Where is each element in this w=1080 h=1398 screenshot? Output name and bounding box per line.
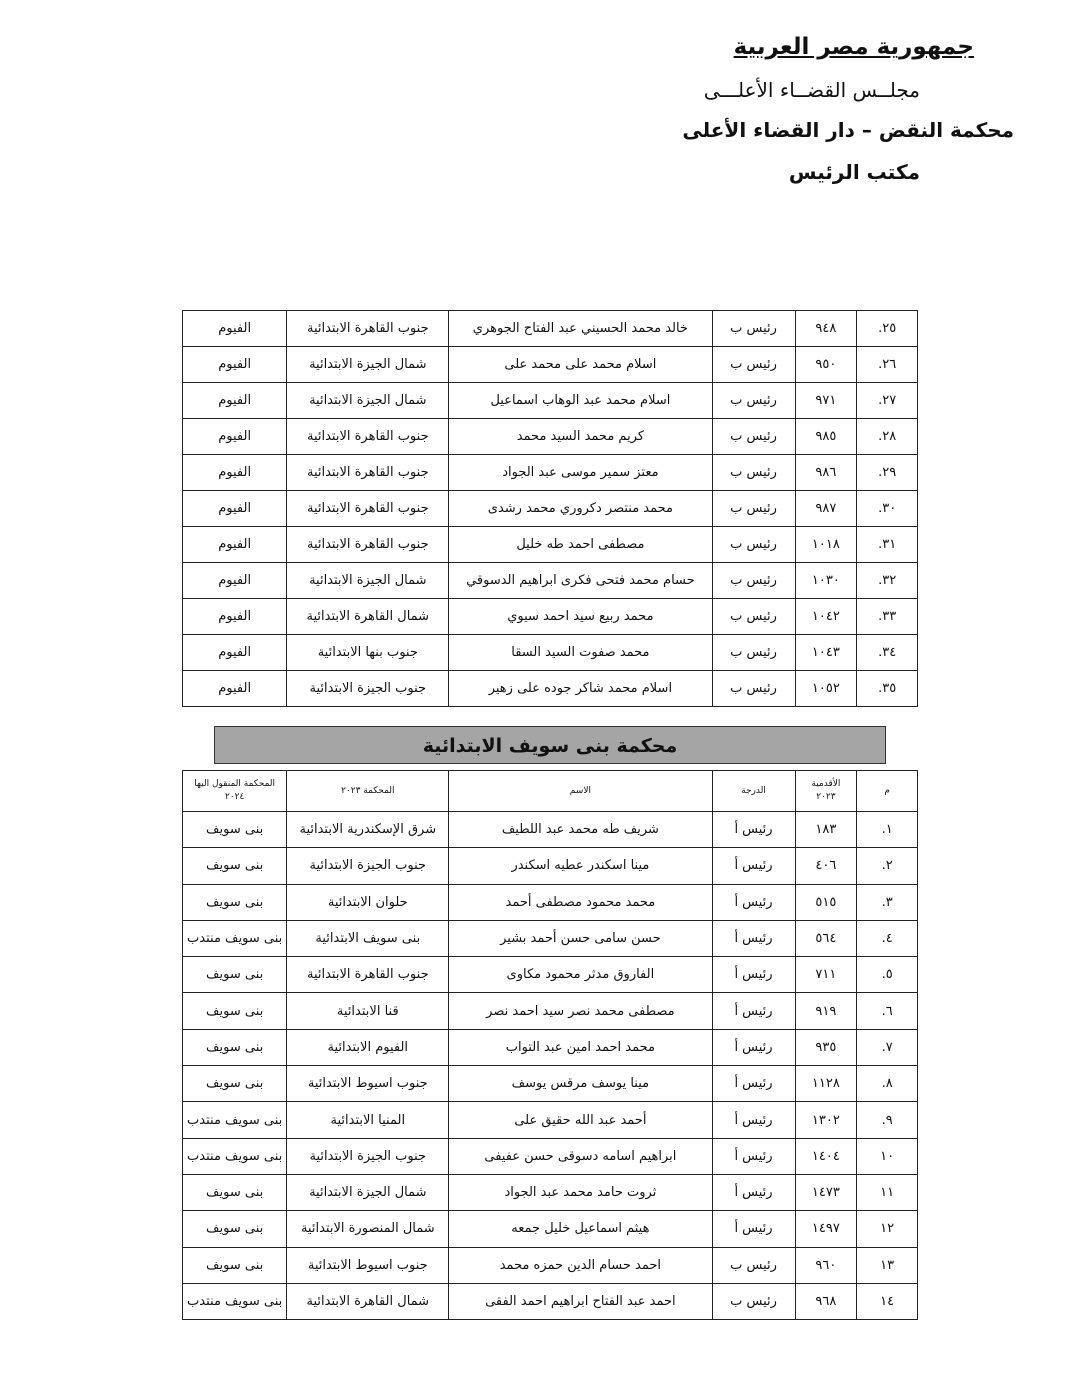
cell-name: ابراهيم اسامه دسوقى حسن عفيفى xyxy=(449,1138,712,1174)
cell-transferred-to: بنى سويف xyxy=(183,812,287,848)
table-row xyxy=(183,383,918,419)
cell-name: خالد محمد الحسيني عبد الفتاح الجوهري xyxy=(449,311,712,347)
cell-grade: رئيس أ xyxy=(712,993,795,1029)
cell-transferred-to: بنى سويف xyxy=(183,884,287,920)
cell-name: محمد محمود مصطفى أحمد xyxy=(449,884,712,920)
cell-seniority: ٩١٩ xyxy=(795,993,857,1029)
cell-seniority: ٧١١ xyxy=(795,957,857,993)
cell-court: شمال القاهرة الابتدائية xyxy=(287,599,449,635)
cell-grade: رئيس ب xyxy=(712,419,795,455)
cell-name: الفاروق مدثر محمود مكاوى xyxy=(449,957,712,993)
cell-seniority: ٩٨٥ xyxy=(795,419,857,455)
cell-serial: ٣. xyxy=(857,884,918,920)
cell-transferred-to: الفيوم xyxy=(183,635,287,671)
cell-grade: رئيس أ xyxy=(712,884,795,920)
cell-name: مينا يوسف مرقس يوسف xyxy=(449,1066,712,1102)
cell-grade: رئيس ب xyxy=(712,527,795,563)
table-row xyxy=(183,1283,918,1319)
cell-court: بنى سويف الابتدائية xyxy=(287,920,449,956)
cell-seniority: ١٠٣٠ xyxy=(795,563,857,599)
cell-grade: رئيس ب xyxy=(712,671,795,707)
cell-serial: ٢. xyxy=(857,848,918,884)
cell-court: جنوب القاهرة الابتدائية xyxy=(287,455,449,491)
table-row xyxy=(183,920,918,956)
cell-name: ثروت حامد محمد عبد الجواد xyxy=(449,1174,712,1210)
cell-seniority: ١٤٩٧ xyxy=(795,1211,857,1247)
cell-transferred-to: بنى سويف xyxy=(183,848,287,884)
cell-seniority: ١١٢٨ xyxy=(795,1066,857,1102)
cell-grade: رئيس أ xyxy=(712,1174,795,1210)
cell-serial: ١١ xyxy=(857,1174,918,1210)
cell-serial: ٣٣. xyxy=(857,599,918,635)
header-country: جمهورية مصر العربية xyxy=(733,34,974,60)
cell-grade: رئيس ب xyxy=(712,1283,795,1319)
cell-grade: رئيس ب xyxy=(712,455,795,491)
table-row xyxy=(183,599,918,635)
cell-grade: رئيس أ xyxy=(712,957,795,993)
cell-court: شمال الجيزة الابتدائية xyxy=(287,347,449,383)
cell-name: هيثم اسماعيل خليل جمعه xyxy=(449,1211,712,1247)
cell-court: شمال الجيزة الابتدائية xyxy=(287,1174,449,1210)
cell-grade: رئيس أ xyxy=(712,1138,795,1174)
cell-court: المنيا الابتدائية xyxy=(287,1102,449,1138)
cell-serial: ٨. xyxy=(857,1066,918,1102)
cell-grade: رئيس أ xyxy=(712,920,795,956)
header-office: مكتب الرئيس xyxy=(788,160,920,184)
cell-seniority: ٥٦٤ xyxy=(795,920,857,956)
cell-grade: رئيس أ xyxy=(712,1029,795,1065)
cell-seniority: ٩٧١ xyxy=(795,383,857,419)
cell-serial: ٩. xyxy=(857,1102,918,1138)
cell-grade: رئيس ب xyxy=(712,311,795,347)
cell-name: كريم محمد السيد محمد xyxy=(449,419,712,455)
header-name: الاسم xyxy=(449,771,712,812)
cell-transferred-to: الفيوم xyxy=(183,671,287,707)
cell-seniority: ٩٦٨ xyxy=(795,1283,857,1319)
cell-court: شمال الجيزة الابتدائية xyxy=(287,383,449,419)
cell-serial: ٢٧. xyxy=(857,383,918,419)
cell-name: اسلام محمد شاكر جوده على زهير xyxy=(449,671,712,707)
cell-court: جنوب القاهرة الابتدائية xyxy=(287,311,449,347)
cell-seniority: ١٤٧٣ xyxy=(795,1174,857,1210)
cell-transferred-to: بنى سويف xyxy=(183,1211,287,1247)
cell-name: مينا اسكندر عطيه اسكندر xyxy=(449,848,712,884)
cell-serial: ٢٦. xyxy=(857,347,918,383)
table-row xyxy=(183,311,918,347)
cell-serial: ٦. xyxy=(857,993,918,1029)
cell-name: احمد حسام الدين حمزه محمد xyxy=(449,1247,712,1283)
cell-name: حسن سامى حسن أحمد بشير xyxy=(449,920,712,956)
cell-grade: رئيس ب xyxy=(712,491,795,527)
cell-serial: ١٢ xyxy=(857,1211,918,1247)
beni-suef-transfer-table xyxy=(182,770,918,1320)
table-header-row xyxy=(183,771,918,812)
cell-transferred-to: الفيوم xyxy=(183,455,287,491)
cell-transferred-to: الفيوم xyxy=(183,383,287,419)
cell-court: شرق الإسكندرية الابتدائية xyxy=(287,812,449,848)
cell-serial: ١٣ xyxy=(857,1247,918,1283)
cell-transferred-to: بنى سويف منتدب xyxy=(183,1138,287,1174)
cell-seniority: ٤٠٦ xyxy=(795,848,857,884)
cell-grade: رئيس أ xyxy=(712,1211,795,1247)
cell-name: أحمد عبد الله حقيق على xyxy=(449,1102,712,1138)
table-row xyxy=(183,1174,918,1210)
cell-court: جنوب القاهرة الابتدائية xyxy=(287,527,449,563)
cell-court: شمال الجيزة الابتدائية xyxy=(287,563,449,599)
cell-name: محمد صفوت السيد السقا xyxy=(449,635,712,671)
cell-serial: ٣٢. xyxy=(857,563,918,599)
cell-court: جنوب القاهرة الابتدائية xyxy=(287,419,449,455)
cell-grade: رئيس ب xyxy=(712,599,795,635)
cell-seniority: ١٠٥٢ xyxy=(795,671,857,707)
table-row xyxy=(183,1138,918,1174)
cell-court: جنوب القاهرة الابتدائية xyxy=(287,491,449,527)
cell-transferred-to: بنى سويف xyxy=(183,993,287,1029)
cell-transferred-to: بنى سويف xyxy=(183,1029,287,1065)
cell-serial: ٢٩. xyxy=(857,455,918,491)
table-row xyxy=(183,993,918,1029)
cell-transferred-to: بنى سويف منتدب xyxy=(183,1283,287,1319)
table-row xyxy=(183,635,918,671)
cell-name: مصطفى احمد طه خليل xyxy=(449,527,712,563)
cell-seniority: ٩٨٦ xyxy=(795,455,857,491)
table-row xyxy=(183,455,918,491)
cell-seniority: ٩٦٠ xyxy=(795,1247,857,1283)
table-row xyxy=(183,1247,918,1283)
fayoum-transfer-table xyxy=(182,310,918,707)
table-row xyxy=(183,884,918,920)
table-row xyxy=(183,848,918,884)
cell-seniority: ١٤٠٤ xyxy=(795,1138,857,1174)
header-transferred-to: المحكمة المنقول اليها ٢٠٢٤ xyxy=(183,771,287,812)
table-row xyxy=(183,1211,918,1247)
cell-serial: ١. xyxy=(857,812,918,848)
cell-transferred-to: بنى سويف منتدب xyxy=(183,1102,287,1138)
header-court: محكمة النقض – دار القضاء الأعلى xyxy=(682,118,1014,142)
cell-court: الفيوم الابتدائية xyxy=(287,1029,449,1065)
cell-serial: ٢٨. xyxy=(857,419,918,455)
cell-court: شمال المنصورة الابتدائية xyxy=(287,1211,449,1247)
cell-transferred-to: الفيوم xyxy=(183,599,287,635)
cell-transferred-to: بنى سويف xyxy=(183,1174,287,1210)
cell-transferred-to: الفيوم xyxy=(183,527,287,563)
cell-seniority: ٥١٥ xyxy=(795,884,857,920)
cell-seniority: ١٣٠٢ xyxy=(795,1102,857,1138)
cell-name: اسلام محمد عبد الوهاب اسماعيل xyxy=(449,383,712,419)
cell-seniority: ٩٥٠ xyxy=(795,347,857,383)
cell-serial: ٣٤. xyxy=(857,635,918,671)
cell-court: جنوب اسيوط الابتدائية xyxy=(287,1247,449,1283)
cell-seniority: ٩٤٨ xyxy=(795,311,857,347)
cell-seniority: ٩٨٧ xyxy=(795,491,857,527)
cell-court: جنوب الجيزة الابتدائية xyxy=(287,848,449,884)
cell-serial: ١٤ xyxy=(857,1283,918,1319)
cell-transferred-to: الفيوم xyxy=(183,419,287,455)
cell-grade: رئيس ب xyxy=(712,563,795,599)
cell-grade: رئيس ب xyxy=(712,635,795,671)
table-row xyxy=(183,563,918,599)
cell-grade: رئيس ب xyxy=(712,347,795,383)
cell-court: جنوب بنها الابتدائية xyxy=(287,635,449,671)
cell-serial: ١٠ xyxy=(857,1138,918,1174)
cell-grade: رئيس أ xyxy=(712,848,795,884)
cell-transferred-to: الفيوم xyxy=(183,347,287,383)
cell-grade: رئيس أ xyxy=(712,1066,795,1102)
cell-transferred-to: بنى سويف xyxy=(183,957,287,993)
cell-serial: ٤. xyxy=(857,920,918,956)
cell-transferred-to: الفيوم xyxy=(183,491,287,527)
cell-serial: ٣٥. xyxy=(857,671,918,707)
cell-transferred-to: الفيوم xyxy=(183,311,287,347)
cell-name: مصطفى محمد نصر سيد احمد نصر xyxy=(449,993,712,1029)
cell-grade: رئيس ب xyxy=(712,1247,795,1283)
cell-serial: ٥. xyxy=(857,957,918,993)
header-grade: الدرجة xyxy=(712,771,795,812)
cell-court: جنوب الجيزة الابتدائية xyxy=(287,1138,449,1174)
cell-seniority: ١٠٤٣ xyxy=(795,635,857,671)
table-row xyxy=(183,812,918,848)
table-row xyxy=(183,957,918,993)
header-court: المحكمة ٢٠٢٣ xyxy=(287,771,449,812)
cell-seniority: ١٠٤٢ xyxy=(795,599,857,635)
section-title-beni-suef: محكمة بنى سويف الابتدائية xyxy=(214,726,886,764)
cell-seniority: ٩٣٥ xyxy=(795,1029,857,1065)
header-seniority: الأقدمية ٢٠٢٣ xyxy=(795,771,857,812)
cell-transferred-to: بنى سويف xyxy=(183,1066,287,1102)
cell-transferred-to: الفيوم xyxy=(183,563,287,599)
cell-serial: ٢٥. xyxy=(857,311,918,347)
cell-grade: رئيس أ xyxy=(712,1102,795,1138)
cell-grade: رئيس ب xyxy=(712,383,795,419)
cell-serial: ٣١. xyxy=(857,527,918,563)
cell-name: محمد منتصر دكروري محمد رشدى xyxy=(449,491,712,527)
table-row xyxy=(183,1102,918,1138)
cell-name: احمد عبد الفتاح ابراهيم احمد الفقى xyxy=(449,1283,712,1319)
table-row xyxy=(183,527,918,563)
cell-court: قنا الابتدائية xyxy=(287,993,449,1029)
document-header xyxy=(0,0,1080,200)
cell-name: حسام محمد فتحى فكرى ابراهيم الدسوقي xyxy=(449,563,712,599)
table-row xyxy=(183,1066,918,1102)
cell-court: جنوب اسيوط الابتدائية xyxy=(287,1066,449,1102)
cell-serial: ٧. xyxy=(857,1029,918,1065)
cell-seniority: ١٨٣ xyxy=(795,812,857,848)
cell-name: محمد احمد امين عبد التواب xyxy=(449,1029,712,1065)
table-row xyxy=(183,419,918,455)
cell-court: شمال القاهرة الابتدائية xyxy=(287,1283,449,1319)
table-row xyxy=(183,1029,918,1065)
cell-name: اسلام محمد على محمد على xyxy=(449,347,712,383)
cell-court: حلوان الابتدائية xyxy=(287,884,449,920)
cell-name: شريف طه محمد عبد اللطيف xyxy=(449,812,712,848)
cell-court: جنوب القاهرة الابتدائية xyxy=(287,957,449,993)
cell-name: معتز سمير موسى عبد الجواد xyxy=(449,455,712,491)
header-serial: م xyxy=(857,771,918,812)
table-row xyxy=(183,347,918,383)
cell-transferred-to: بنى سويف xyxy=(183,1247,287,1283)
cell-court: جنوب الجيزة الابتدائية xyxy=(287,671,449,707)
cell-grade: رئيس أ xyxy=(712,812,795,848)
cell-seniority: ١٠١٨ xyxy=(795,527,857,563)
header-council: مجلــس القضــاء الأعلـــى xyxy=(703,78,920,102)
cell-name: محمد ربيع سيد احمد سيوي xyxy=(449,599,712,635)
table-row xyxy=(183,491,918,527)
cell-serial: ٣٠. xyxy=(857,491,918,527)
table-row xyxy=(183,671,918,707)
cell-transferred-to: بنى سويف منتدب xyxy=(183,920,287,956)
